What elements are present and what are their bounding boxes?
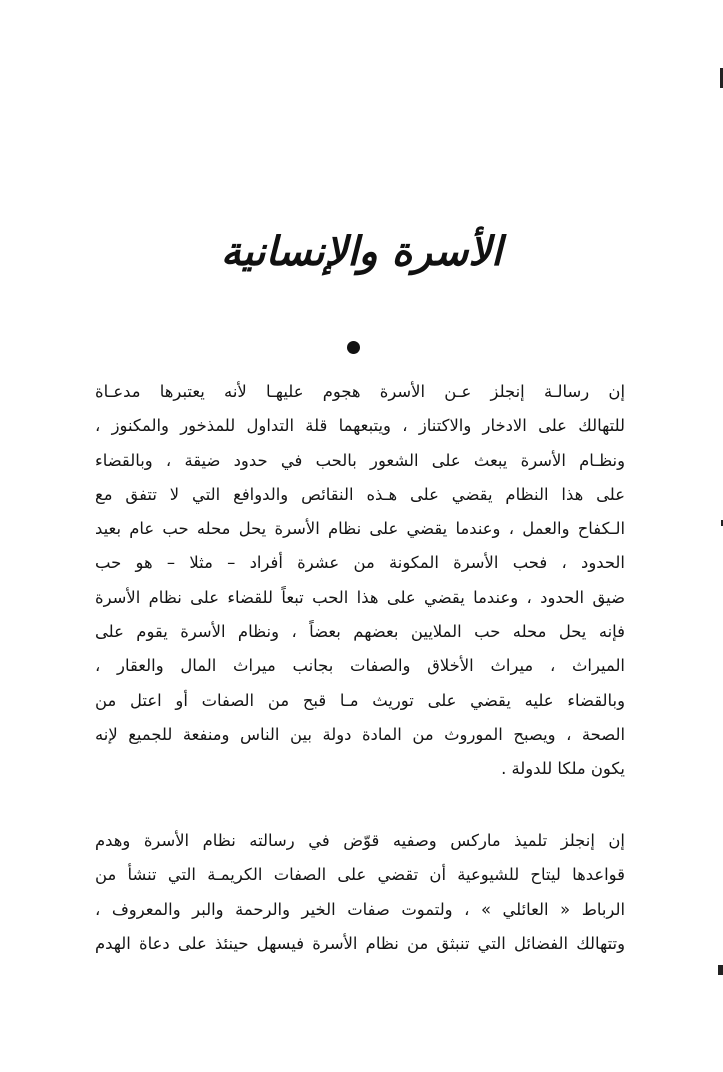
text-line: ونظـام الأسرة يبعث على الشعور بالحب في حدود ضيقة ، وبالقضاء — [95, 450, 625, 470]
chapter-title: الأسرة والإنسانية — [220, 228, 503, 275]
text-line: وبالقضاء عليه يقضي على توريث مـا قبح من الصفات أو اعتل من — [95, 690, 625, 710]
text-line: للتهالك على الادخار والاكتناز ، ويتبعهما قلة التداول للمذخور والمكنوز ، — [95, 416, 625, 436]
text-line: على هذا النظام يقضي على هـذه النقائص والدوافع التي لا تتفق مع — [95, 484, 625, 504]
text-line: الـكفاح والعمل ، وعندما يقضي على نظام الأسرة يحل محله حب عام بعيد — [95, 519, 625, 539]
scan-edge-mark — [718, 965, 723, 975]
paragraph-1 — [95, 375, 625, 787]
text-line: الميراث ، ميراث الأخلاق والصفات بجانب ميراث المال والعقار ، — [95, 656, 625, 676]
text-line: فإنه يحل محله حب الملايين بعضهم بعضاً ، ونظام الأسرة يقوم على — [95, 622, 625, 642]
title-ornament-dot — [347, 341, 360, 354]
text-line: إن رسالـة إنجلز عـن الأسرة هجوم عليهـا لأنه يعتبرها مدعـاة — [95, 382, 625, 401]
text-line: الحدود ، فحب الأسرة المكونة من عشرة أفراد – مثلا – هو حب — [95, 553, 625, 573]
paragraph-2 — [95, 824, 625, 961]
text-line: قواعدها ليتاح للشيوعية أن تقضي على الصفات الكريمـة التي تنشأ من — [95, 865, 625, 885]
text-line: وتتهالك الفضائل التي تنبثق من نظام الأسرة فيسهل حينئذ على دعاة الهدم — [95, 933, 625, 953]
text-line: ضيق الحدود ، وعندما يقضي على هذا الحب تبعاً للقضاء على نظام الأسرة — [95, 587, 625, 607]
text-line: الصحة ، ويصبح الموروث من المادة دولة بين الناس ومنفعة للجميع لإنه — [95, 724, 625, 744]
text-line: إن إنجلز تلميذ ماركس وصفيه قوّض في رسالته نظام الأسرة وهدم — [95, 831, 625, 850]
text-line: يكون ملكا للدولة . — [501, 759, 625, 779]
text-line: الرباط « العائلي » ، ولتموت صفات الخير والرحمة والبر والمعروف ، — [95, 899, 625, 919]
